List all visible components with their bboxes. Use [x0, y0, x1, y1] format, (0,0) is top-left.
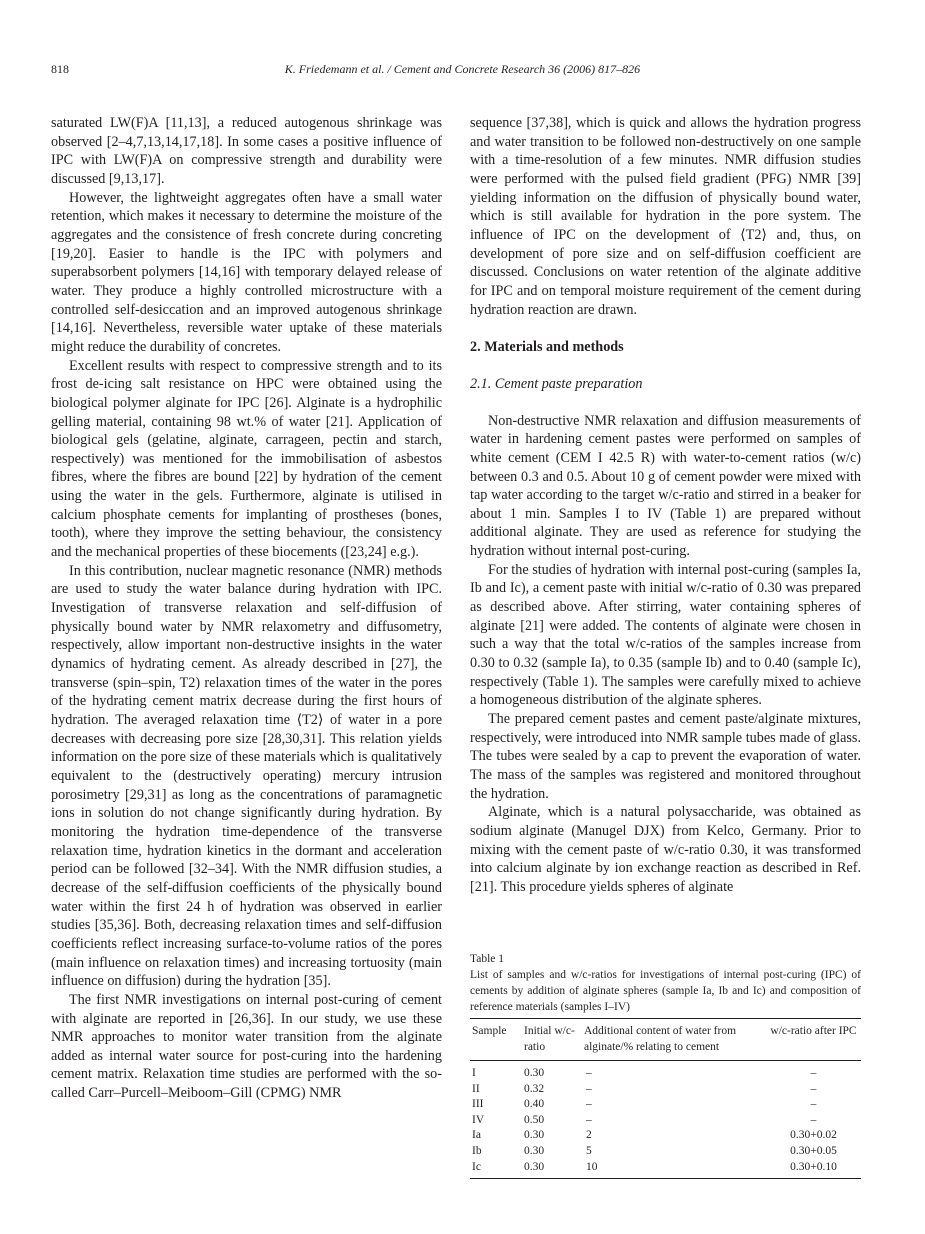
cell-sample: Ib — [472, 1144, 482, 1157]
cell-sample: III — [472, 1098, 484, 1111]
paragraph: Excellent results with respect to compressive strength and to its frost de-icing salt resistance on HPC were obtained using the biological polymer alginate for IPC [26]. Alginate is a hydrophilic gelling material, containing 98 wt.% of water [21]. Application of biological gels (gelatine, alginate, carrageen, pectin and starch, respectively) was mentioned for the immobilisation of asbestos fibres, where the fibres are bound [22] by hydration of the cement using the water in the gels. Furthermore, alginate is utilised in calcium phosphate cements for implanting of prostheses (bones, tooth), where they improve the setting behaviour, the consistency and the mechanical properties of these biocements ([23,24] e.g.). — [51, 357, 442, 561]
cell-sample: II — [472, 1082, 480, 1095]
cell-sample: IV — [472, 1113, 485, 1126]
cell-initial: 0.30 — [524, 1129, 545, 1142]
cell-sample: Ia — [472, 1129, 481, 1142]
page-number: 818 — [51, 62, 69, 76]
subsection-heading: 2.1. Cement paste preparation — [470, 375, 643, 392]
cell-additional: – — [586, 1113, 592, 1126]
table-header-row — [470, 1019, 861, 1061]
cell-initial: 0.32 — [524, 1082, 545, 1095]
cell-additional: 10 — [586, 1160, 598, 1173]
table-caption: List of samples and w/c-ratios for investigations of internal post-curing (IPC) of cements by addition of alginate spheres (sample Ia, Ib and Ic) and composition of reference materials (samples I–IV) — [470, 969, 861, 1013]
cell-sample: I — [472, 1067, 476, 1079]
cell-additional: 2 — [586, 1129, 592, 1142]
cell-after: – — [810, 1113, 817, 1126]
cell-initial: 0.40 — [524, 1098, 545, 1111]
samples-table — [470, 1018, 861, 1179]
table-row — [470, 1144, 861, 1160]
table-row — [470, 1128, 861, 1144]
cell-after: – — [810, 1098, 817, 1111]
column-header-after: w/c-ratio after IPC — [770, 1025, 857, 1037]
paragraph: For the studies of hydration with internal post-curing (samples Ia, Ib and Ic), a cement paste with initial w/c-ratio of 0.30 was prepared as described above. After stirring, water containing spheres of alginate [21] were added. The contents of alginate were chosen in such a way that the total w/c-ratios of the samples increase from 0.30 to 0.32 (sample Ia), to 0.35 (sample Ib) and to 0.40 (sample Ic), respectively (Table 1). The samples were carefully mixed to achieve a homogeneous distribution of the alginate spheres. — [470, 561, 861, 709]
table-row — [470, 1061, 861, 1082]
table-1 — [470, 951, 861, 1179]
cell-after: 0.30+0.02 — [790, 1129, 837, 1142]
paragraph: Non-destructive NMR relaxation and diffusion measurements of water in hardening cement pastes were performed on samples of white cement (CEM I 42.5 R) with water-to-cement ratios (w/c) between 0.3 and 0.5. About 10 g of cement powder were mixed with tap water according to the target w/c-ratio and stirred in a beaker for about 1 min. Samples I to IV (Table 1) are prepared without additional alginate. They are used as reference for studying the hydration without internal post-curing. — [470, 412, 861, 560]
cell-after: – — [810, 1082, 817, 1095]
column-header-sample: Sample — [472, 1025, 507, 1037]
section-heading: 2. Materials and methods — [470, 339, 624, 356]
running-head: K. Friedemann et al. / Cement and Concrete Research 36 (2006) 817–826 — [284, 62, 641, 76]
table-row — [470, 1082, 861, 1098]
right-column — [470, 114, 861, 897]
paragraph: sequence [37,38], which is quick and allows the hydration progress and water transition to be followed non-destructively on one sample with a time-resolution of a few minutes. NMR diffusion studies were performed with the pulsed field gradient (PFG) NMR [39] yielding information on the diffusion of physically bound water, which is still available for hydration in the pore system. The influence of IPC on the development of ⟨T2⟩ and, thus, on development of pore size and on self-diffusion coefficient are discussed. Conclusions on water retention of the alginate additive for IPC and on temporal moisture requirement of the cement during hydration reaction are drawn. — [470, 115, 861, 318]
cell-after: 0.30+0.10 — [790, 1160, 837, 1173]
cell-initial: 0.50 — [524, 1113, 545, 1126]
cell-sample: Ic — [472, 1160, 481, 1173]
cell-after: 0.30+0.05 — [790, 1144, 837, 1157]
paragraph: The prepared cement pastes and cement paste/alginate mixtures, respectively, were introduced into NMR sample tubes made of glass. The tubes were sealed by a cap to prevent the evaporation of water. The mass of the samples was registered and monitored throughout the hydration. — [470, 711, 861, 802]
cell-initial: 0.30 — [524, 1160, 545, 1173]
cell-initial: 0.30 — [524, 1144, 545, 1157]
paragraph: Alginate, which is a natural polysaccharide, was obtained as sodium alginate (Manugel DJX) from Kelco, Germany. Prior to mixing with the cement paste of w/c-ratio 0.30, it was transformed into calcium alginate by ion exchange reaction as described in Ref. [21]. This procedure yields spheres of alginate — [470, 804, 861, 895]
table-row — [470, 1097, 861, 1113]
cell-additional: 5 — [586, 1144, 592, 1157]
column-header-initial: Initial w/c-ratio — [524, 1025, 575, 1053]
cell-after: – — [810, 1067, 817, 1079]
paragraph: In this contribution, nuclear magnetic resonance (NMR) methods are used to study the water balance during hydration with IPC. Investigation of transverse relaxation and self-diffusion of physically bound water by NMR relaxometry and diffusometry, respectively, allow important non-destructive insights in the water dynamics of hydrating cement. As already described in [27], the transverse (spin–spin, T2) relaxation times of the water in the pores of the hydrating cement matrix decrease during the first hours of hydration. The averaged relaxation time ⟨T2⟩ of water in a pore decreases with decreasing pore size [28,30,31]. This relation yields information on the pore size of these materials which is qualitatively equivalent to the (destructively operating) mercury intrusion porosimetry [29,31] as long as the concentrations of paramagnetic ions in solution do not change significantly during hydration. By monitoring the hydration time-dependence of the transverse relaxation time, hydration kinetics in the dormant and acceleration period can be followed [32–34]. With the NMR diffusion studies, a decrease of the self-diffusion coefficients of the physically bound water within the first 24 h of hydration was observed in earlier studies [35,36]. Both, decreasing relaxation times and self-diffusion coefficients reflect increasing surface-to-volume ratios of the pores (main influence on relaxation times) and increasing tortuosity (main influence on diffusion) during the hydration [35]. — [51, 562, 442, 990]
column-header-additional: Additional content of water from alginate/% relating to cement — [584, 1025, 737, 1053]
table-row — [470, 1113, 861, 1129]
cell-additional: – — [586, 1067, 592, 1079]
paragraph: The first NMR investigations on internal post-curing of cement with alginate are reported in [26,36]. In our study, we use these NMR approaches to monitor water transition from the alginate added as internal water source for post-curing into the hardening cement matrix. Relaxation time studies are performed with the so-called Carr–Purcell–Meiboom–Gill (CPMG) NMR — [51, 991, 442, 1102]
table-label: Table 1 — [470, 953, 505, 965]
paragraph: However, the lightweight aggregates often have a small water retention, which makes it necessary to determine the moisture of the aggregates and the consistence of fresh concrete during concreting [19,20]. Easier to handle is the IPC with polymers and superabsorbent polymers [14,16] with temporary delayed release of water. They produce a highly controlled microstructure with a controlled self-desiccation and an improved autogenous shrinkage [14,16]. Nevertheless, reversible water uptake of these materials might reduce the durability of concretes. — [51, 189, 442, 355]
paragraph: saturated LW(F)A [11,13], a reduced autogenous shrinkage was observed [2–4,7,13,14,17,18]. In some cases a positive influence of IPC with LW(F)A on compressive strength and durability were discussed [9,13,17]. — [51, 115, 442, 187]
table-row — [470, 1160, 861, 1179]
cell-initial: 0.30 — [524, 1067, 545, 1079]
cell-additional: – — [586, 1098, 592, 1111]
left-column — [51, 114, 442, 1103]
cell-additional: – — [586, 1082, 592, 1095]
